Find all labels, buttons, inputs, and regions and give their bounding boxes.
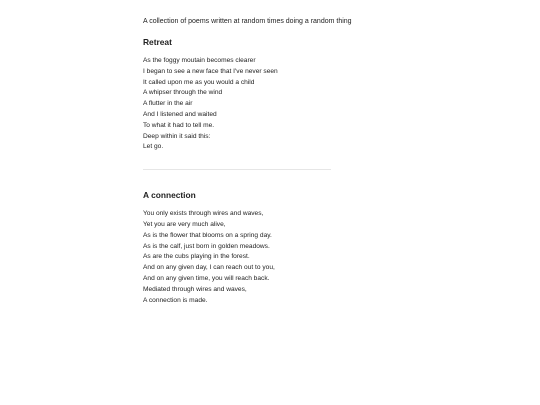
poem-line: Mediated through wires and waves, bbox=[143, 285, 247, 293]
poem-line: A connection is made. bbox=[143, 296, 208, 304]
poem-title-a-connection: A connection bbox=[143, 190, 196, 201]
poem-line: You only exists through wires and waves, bbox=[143, 210, 264, 218]
poem-line: Let go. bbox=[143, 143, 164, 151]
poem-body-a-connection bbox=[143, 209, 343, 306]
section-divider bbox=[143, 169, 331, 170]
poem-body-retreat bbox=[143, 56, 343, 153]
poem-line: Deep within it said this: bbox=[143, 132, 211, 140]
poem-line: As is the flower that blooms on a spring day. bbox=[143, 231, 272, 239]
poem-title-retreat: Retreat bbox=[143, 37, 172, 47]
poem-line: As the foggy moutain becomes clearer bbox=[143, 57, 256, 64]
poem-line: It called upon me as you would a child bbox=[143, 78, 255, 86]
page-content bbox=[143, 17, 352, 306]
collection-intro: A collection of poems written at random times doing a random thing bbox=[143, 18, 352, 25]
poem-line: A flutter in the air bbox=[143, 100, 193, 108]
poem-line: And on any given time, you will reach back. bbox=[143, 274, 270, 282]
poem-line: Yet you are very much alive, bbox=[143, 220, 226, 228]
poem-line: As are the cubs playing in the forest. bbox=[143, 253, 250, 261]
poem-line: I began to see a new face that I've never seen bbox=[143, 67, 278, 75]
poem-line: And on any given day, I can reach out to you, bbox=[143, 264, 275, 272]
poem-line: To what it had to tell me. bbox=[143, 121, 215, 129]
poem-line: As is the calf, just born in golden meadows. bbox=[143, 242, 270, 250]
poem-line: And I listened and waited bbox=[143, 110, 217, 118]
poem-line: A whipser through the wind bbox=[143, 89, 223, 97]
